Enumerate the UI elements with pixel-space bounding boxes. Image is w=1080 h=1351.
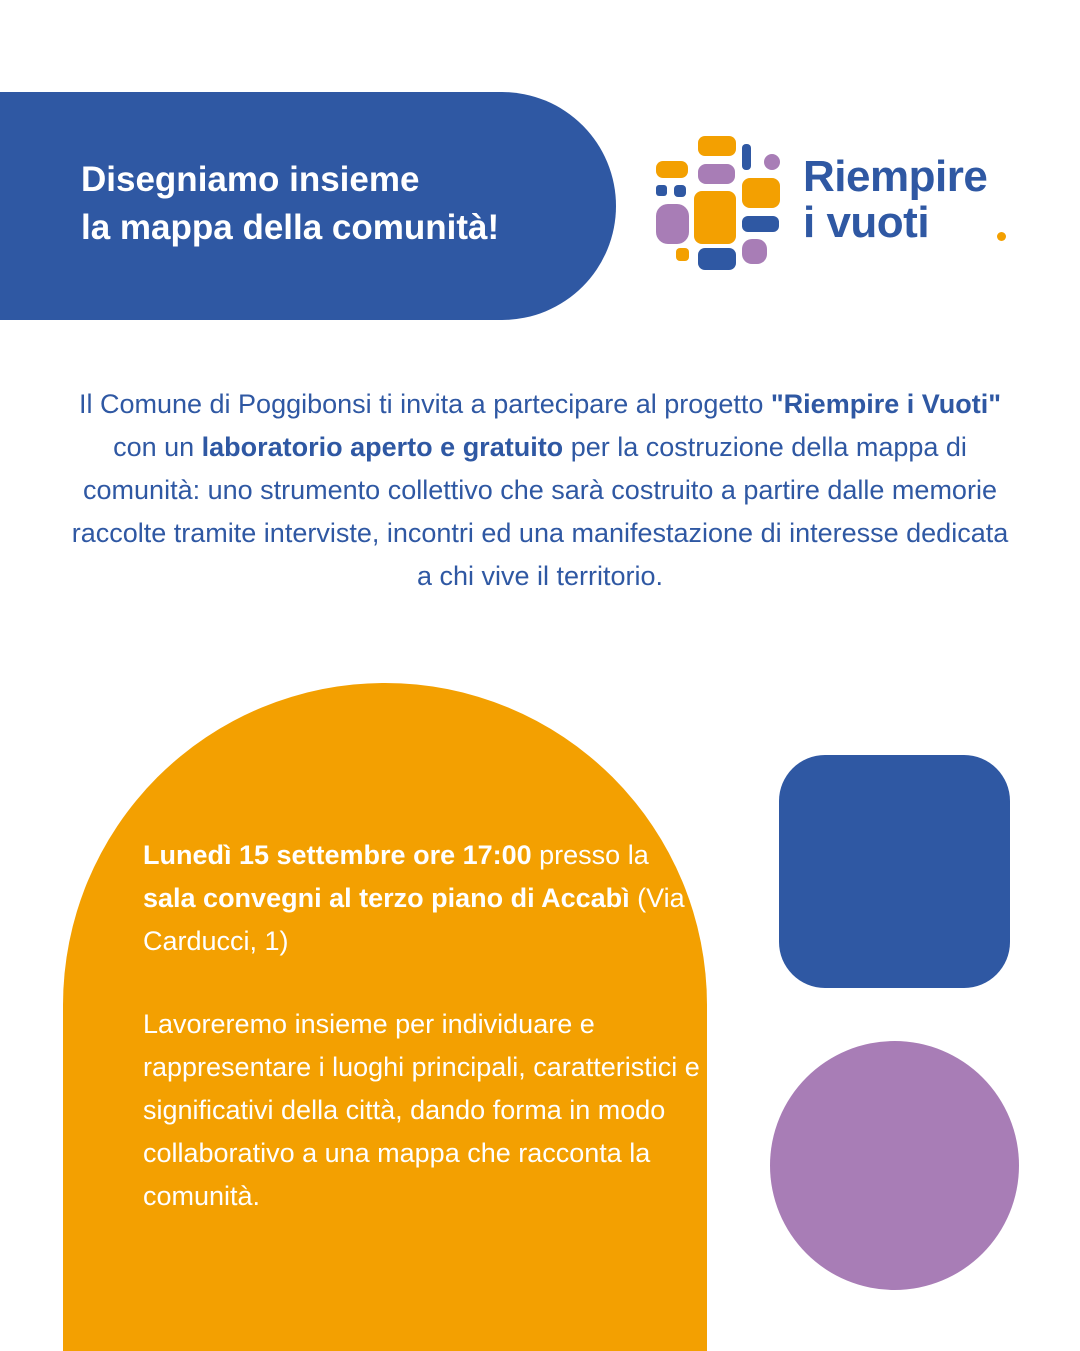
intro-text-3: per la costruzione della mappa di comunità: uno strumento collettivo che sarà costruito a partire dalle memorie raccolte tramite interviste, incontri ed una manifestazione di interesse dedicata a chi vive il territorio.	[71, 432, 1009, 591]
event-when-where	[143, 834, 703, 963]
logo-line-2: i vuoti	[803, 198, 930, 247]
logo-line-1: Riempire	[803, 152, 988, 201]
event-location: sala convegni al terzo piano di Accabì	[143, 883, 630, 913]
workshop-highlight: laboratorio aperto e gratuito	[201, 432, 564, 462]
logo-wordmark	[803, 154, 987, 246]
riempire-i-vuoti-logo	[656, 136, 1016, 276]
event-description: Lavoreremo insieme per individuare e rappresentare i luoghi principali, caratteristici e significativi della città, dando forma in modo collaborativo a una mappa che racconta la comunità.	[143, 1009, 700, 1211]
event-date-time: Lunedì 15 settembre ore 17:00	[143, 840, 532, 870]
decorative-blue-square	[779, 755, 1010, 988]
mosaic-blocks-logo-icon	[656, 136, 782, 272]
intro-paragraph	[70, 383, 1010, 598]
event-address: (Via Carducci, 1)	[143, 883, 685, 956]
header-title-line-1: Disegniamo insieme	[81, 160, 420, 199]
header-title-line-2: la mappa della comunità!	[81, 208, 500, 247]
header-title	[81, 156, 499, 252]
event-location-prefix: presso la	[531, 840, 649, 870]
decorative-purple-circle	[770, 1041, 1019, 1290]
logo-dot	[997, 232, 1006, 241]
intro-text-2: con un	[113, 432, 202, 462]
project-name: "Riempire i Vuoti"	[770, 389, 1002, 419]
event-info	[143, 834, 703, 1218]
intro-text-1: Il Comune di Poggibonsi ti invita a partecipare al progetto	[78, 389, 771, 419]
